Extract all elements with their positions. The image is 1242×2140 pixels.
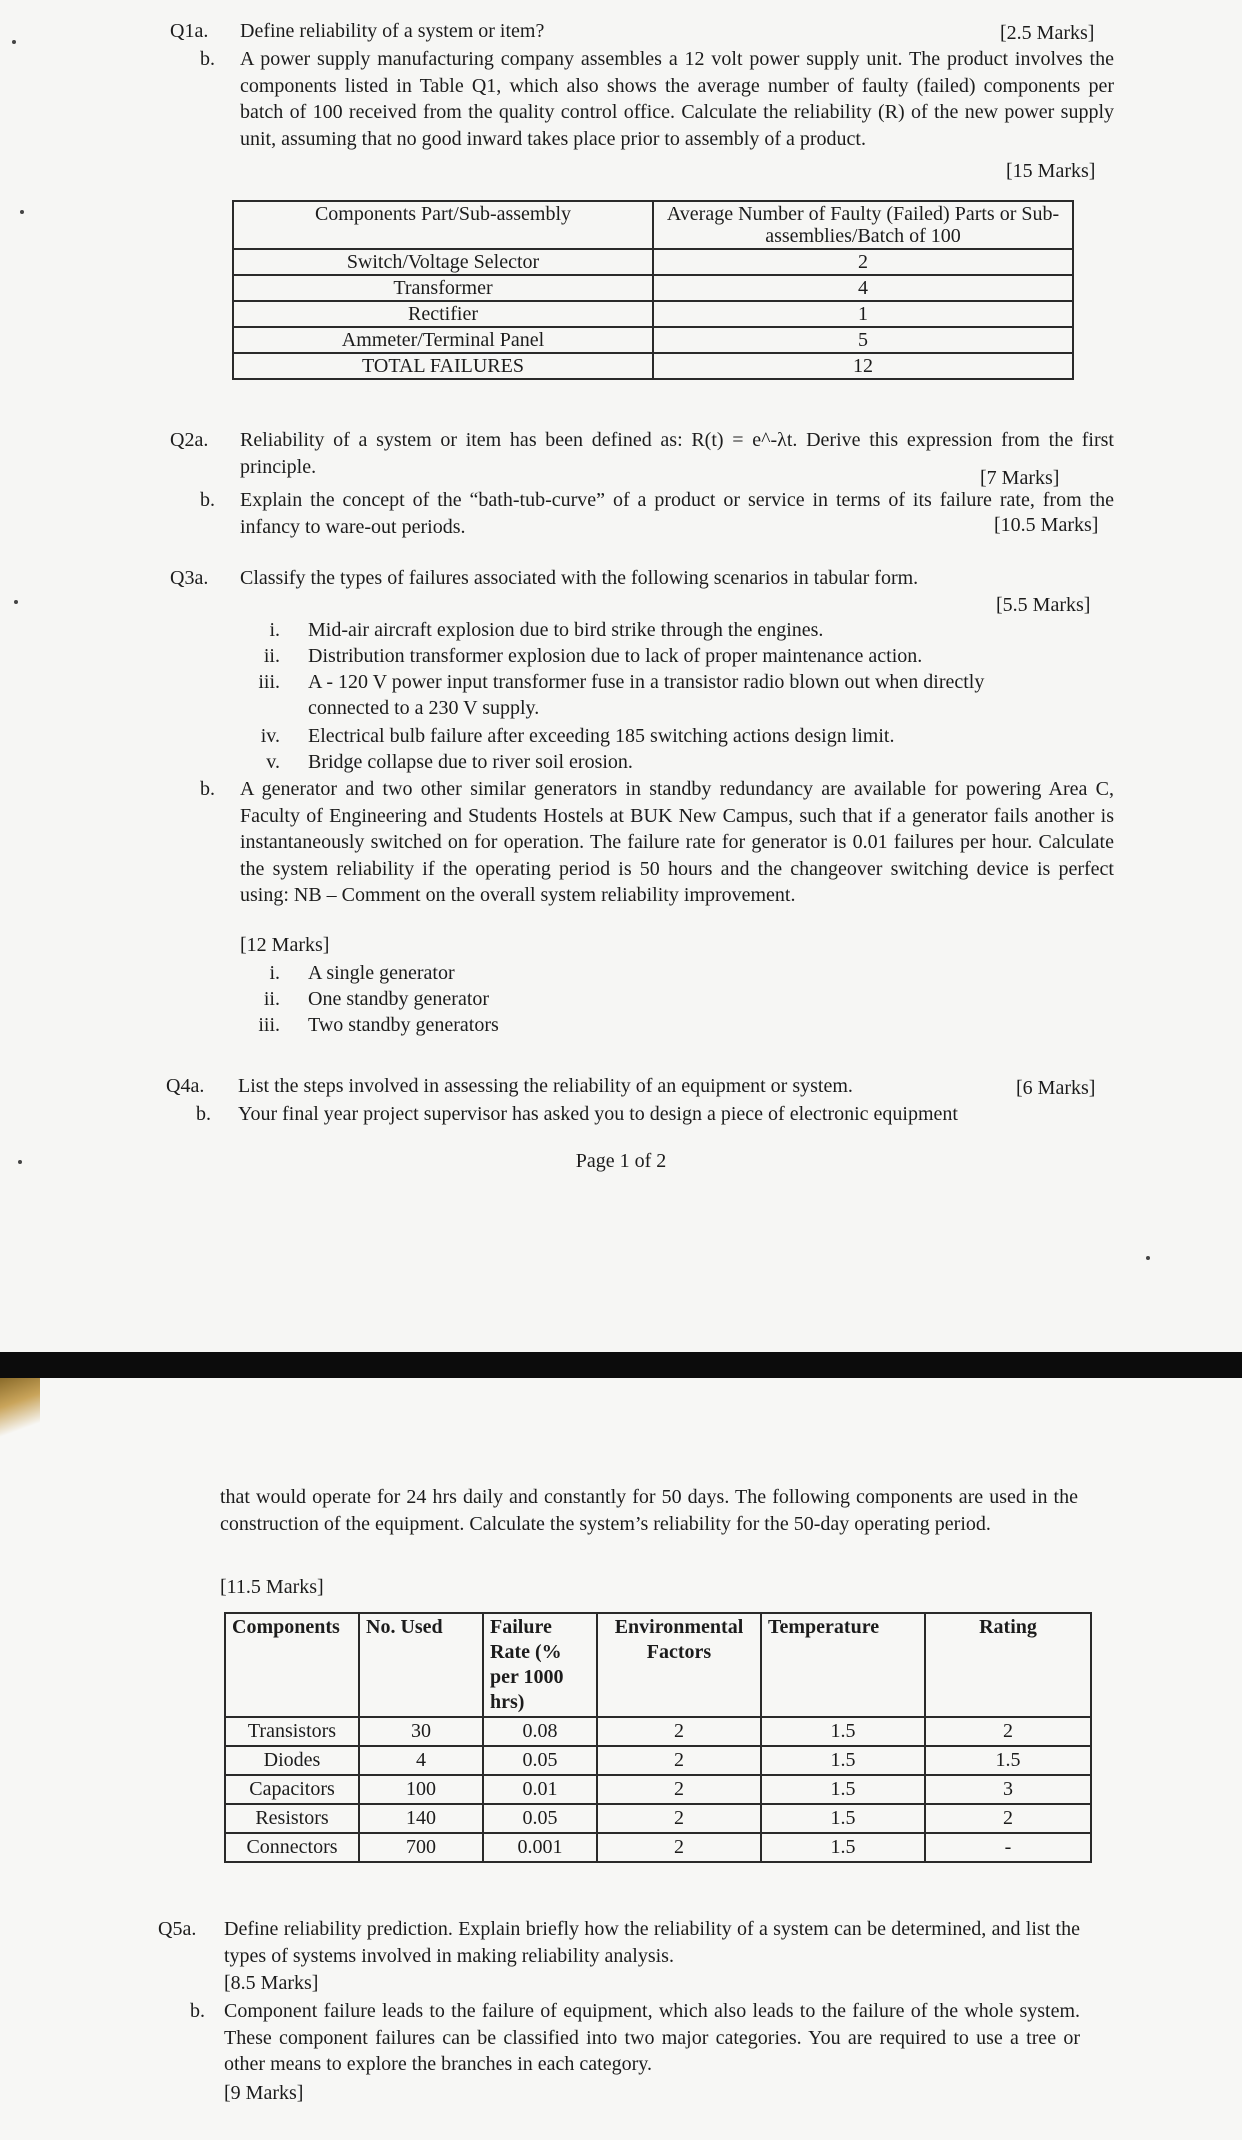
table-q4-header — [225, 1613, 1091, 1717]
q5b-label: b. — [190, 2000, 205, 2022]
q2b-marks: [10.5 Marks] — [994, 514, 1099, 536]
page-separator — [0, 1352, 1242, 1378]
table-row — [225, 1775, 1091, 1804]
q3a-item-num: iii. — [258, 671, 280, 693]
q3a-item-num: i. — [269, 619, 280, 641]
q3b-marks: [12 Marks] — [240, 934, 330, 956]
table-cell: 30 — [359, 1717, 483, 1746]
q5b-marks: [9 Marks] — [224, 2082, 304, 2104]
q2b-text: Explain the concept of the “bath-tub-curve” of a product or service in terms of its failure rate, from the infancy to ware-out periods. — [240, 489, 1114, 538]
table-cell: 12 — [653, 353, 1073, 379]
q3b-item-num: i. — [269, 962, 280, 984]
q3a-item-num: ii. — [263, 645, 280, 667]
table-cell: Switch/Voltage Selector — [233, 249, 653, 275]
table-cell: 140 — [359, 1804, 483, 1833]
scan-speck — [14, 600, 18, 604]
q2b-label: b. — [200, 489, 215, 511]
table-cell: 0.05 — [483, 1746, 597, 1775]
q3a-item-continued: connected to a 230 V supply. — [308, 697, 540, 719]
q1a-marks: [2.5 Marks] — [1000, 22, 1095, 44]
q3a-label: Q3a. — [170, 567, 209, 589]
table-row — [233, 249, 1073, 275]
table-cell: 5 — [653, 327, 1073, 353]
q3a-item-num: v. — [266, 751, 280, 773]
table-row — [225, 1717, 1091, 1746]
table-cell: 3 — [925, 1775, 1091, 1804]
table-row — [233, 353, 1073, 379]
table-row — [233, 301, 1073, 327]
table-q1 — [232, 200, 1074, 380]
table-q4-header-cell: Rating — [925, 1613, 1091, 1717]
table-cell: 0.001 — [483, 1833, 597, 1862]
table-q1-header-cell: Components Part/Sub-assembly — [233, 201, 653, 249]
table-cell: - — [925, 1833, 1091, 1862]
table-row — [225, 1746, 1091, 1775]
q4a-label: Q4a. — [166, 1075, 205, 1097]
q3a-item: Electrical bulb failure after exceeding 185 switching actions design limit. — [308, 725, 895, 747]
table-cell: 2 — [597, 1804, 761, 1833]
table-cell: 2 — [925, 1804, 1091, 1833]
q3b-text: A generator and two other similar generators in standby redundancy are available for powering Area C, Faculty of Engineering and Students Hostels at BUK New Campus, such that if a generator fails another is instantaneously switched on for operation. The failure rate for generator is 0.01 failures per hour. Calculate the system reliability if the operating period is 50 hours and the changeover switching device is perfect using: NB – Comment on the overall system reliability improvement. — [240, 778, 1114, 906]
table-q4 — [224, 1612, 1092, 1863]
table-cell: Transformer — [233, 275, 653, 301]
scan-speck — [18, 1160, 22, 1164]
scan-speck — [12, 40, 16, 44]
table-cell: 4 — [653, 275, 1073, 301]
table-cell: Ammeter/Terminal Panel — [233, 327, 653, 353]
q4b-text-part1: Your final year project supervisor has asked you to design a piece of electronic equipment — [238, 1103, 958, 1125]
table-q4-header-cell: Components — [225, 1613, 359, 1717]
q2a-marks: [7 Marks] — [980, 467, 1060, 489]
table-cell: 2 — [653, 249, 1073, 275]
q4a-text: List the steps involved in assessing the reliability of an equipment or system. — [238, 1075, 853, 1097]
q3a-item-num: iv. — [260, 725, 280, 747]
q3b-item-num: iii. — [258, 1014, 280, 1036]
table-row — [225, 1833, 1091, 1862]
table-cell: 1.5 — [925, 1746, 1091, 1775]
q1a-text: Define reliability of a system or item? — [240, 20, 545, 42]
table-q4-header-cell: Temperature — [761, 1613, 925, 1717]
table-cell: Diodes — [225, 1746, 359, 1775]
table-cell: 700 — [359, 1833, 483, 1862]
table-cell: 4 — [359, 1746, 483, 1775]
scan-speck — [20, 210, 24, 214]
table-row — [233, 275, 1073, 301]
q3a-text: Classify the types of failures associated with the following scenarios in tabular form. — [240, 567, 919, 589]
table-cell: TOTAL FAILURES — [233, 353, 653, 379]
q1b-text: A power supply manufacturing company assembles a 12 volt power supply unit. The product involves the components listed in Table Q1, which also shows the average number of faulty (failed) components per batch of 100 received from the quality control office. Calculate the reliability (R) of the new power supply unit, assuming that no good inward takes place prior to assembly of a product. — [240, 48, 1114, 150]
q1a-label: Q1a. — [170, 20, 209, 42]
q3a-marks: [5.5 Marks] — [996, 594, 1091, 616]
table-cell: 1.5 — [761, 1746, 925, 1775]
q3a-item: Mid-air aircraft explosion due to bird strike through the engines. — [308, 619, 824, 641]
table-cell: 0.05 — [483, 1804, 597, 1833]
q5a-label: Q5a. — [158, 1918, 197, 1940]
table-cell: 2 — [925, 1717, 1091, 1746]
q4a-marks: [6 Marks] — [1016, 1077, 1096, 1099]
table-cell: Connectors — [225, 1833, 359, 1862]
q4b-marks: [11.5 Marks] — [220, 1576, 324, 1598]
q3a-item: Distribution transformer explosion due to lack of proper maintenance action. — [308, 645, 923, 667]
q3a-item: Bridge collapse due to river soil erosion. — [308, 751, 633, 773]
q5a-text: Define reliability prediction. Explain briefly how the reliability of a system can be determined, and list the types of systems involved in making reliability analysis. — [224, 1918, 1080, 1967]
table-q4-header-cell: Environmental Factors — [597, 1613, 761, 1717]
q1b-marks: [15 Marks] — [1006, 160, 1096, 182]
q2a-label: Q2a. — [170, 429, 209, 451]
table-cell: 2 — [597, 1717, 761, 1746]
table-cell: 0.01 — [483, 1775, 597, 1804]
table-cell: Resistors — [225, 1804, 359, 1833]
q3b-item: A single generator — [308, 962, 455, 984]
q5a-marks: [8.5 Marks] — [224, 1972, 319, 1994]
table-cell: 2 — [597, 1746, 761, 1775]
q4b-text-part2: that would operate for 24 hrs daily and constantly for 50 days. The following components are used in the construction of the equipment. Calculate the system’s reliability for the 50-day operating period. — [220, 1486, 1078, 1535]
page-number: Page 1 of 2 — [575, 1150, 667, 1172]
q2a-text: Reliability of a system or item has been defined as: R(t) = e^-λt. Derive this expression from the first principle. — [240, 429, 1114, 478]
table-cell: 1.5 — [761, 1717, 925, 1746]
q3b-item: Two standby generators — [308, 1014, 499, 1036]
table-cell: 2 — [597, 1833, 761, 1862]
page-fold-corner — [0, 1378, 40, 1448]
table-cell: Transistors — [225, 1717, 359, 1746]
table-cell: 1.5 — [761, 1775, 925, 1804]
table-cell: 1.5 — [761, 1833, 925, 1862]
table-cell: Rectifier — [233, 301, 653, 327]
table-q4-header-cell: Failure Rate (% per 1000 hrs) — [483, 1613, 597, 1717]
q1b-label: b. — [200, 48, 215, 70]
table-q1-header-cell: Average Number of Faulty (Failed) Parts or Sub-assemblies/Batch of 100 — [653, 201, 1073, 249]
table-row — [225, 1804, 1091, 1833]
scan-speck — [1146, 1256, 1150, 1260]
q3b-label: b. — [200, 778, 215, 800]
table-cell: Capacitors — [225, 1775, 359, 1804]
table-cell: 2 — [597, 1775, 761, 1804]
table-cell: 1 — [653, 301, 1073, 327]
q5b-text: Component failure leads to the failure of equipment, which also leads to the failure of the whole system. These component failures can be classified into two major categories. You are required to use a tree or other means to explore the branches in each category. — [224, 2000, 1080, 2075]
q3b-item: One standby generator — [308, 988, 490, 1010]
table-cell: 1.5 — [761, 1804, 925, 1833]
table-row — [233, 327, 1073, 353]
q3a-item: A - 120 V power input transformer fuse in a transistor radio blown out when directly — [308, 671, 985, 693]
table-cell: 0.08 — [483, 1717, 597, 1746]
q3b-item-num: ii. — [263, 988, 280, 1010]
table-q1-header — [233, 201, 1073, 249]
table-q4-header-cell: No. Used — [359, 1613, 483, 1717]
q4b-label: b. — [196, 1103, 211, 1125]
table-cell: 100 — [359, 1775, 483, 1804]
